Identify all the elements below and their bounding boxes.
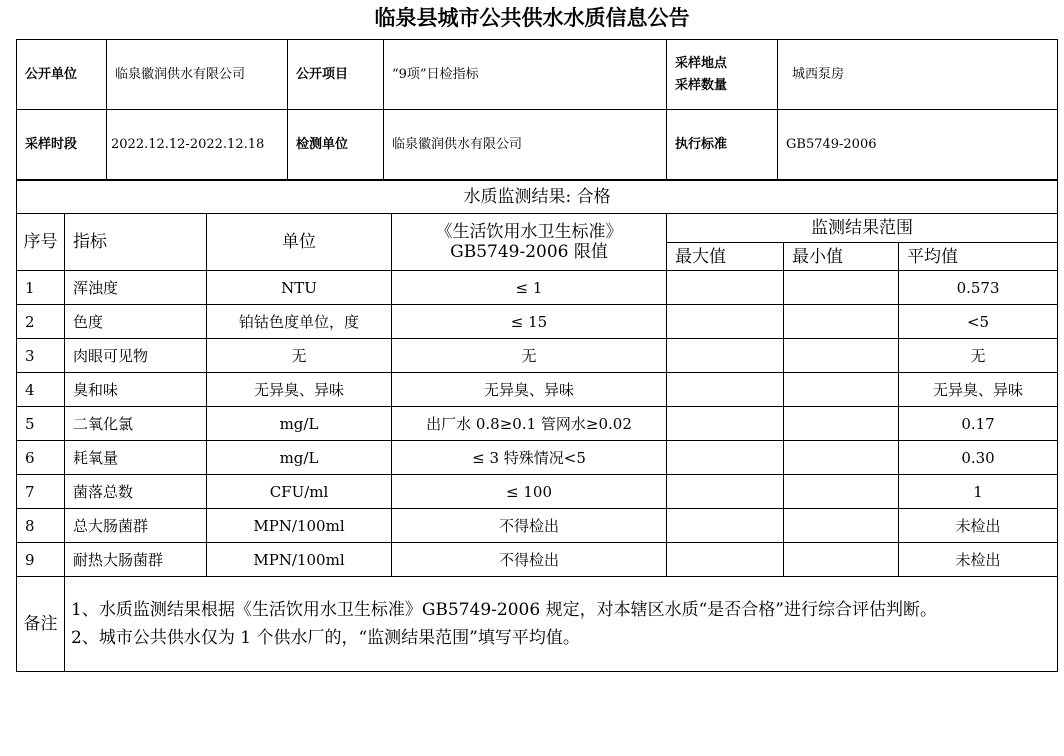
publisher-label: 公开单位 [17, 40, 107, 110]
row-avg: 无异臭、异味 [899, 373, 1058, 407]
row-max [667, 407, 784, 441]
row-unit: 铂钴色度单位，度 [207, 305, 392, 339]
row-unit: MPN/100ml [207, 543, 392, 577]
row-unit: 无 [207, 339, 392, 373]
row-unit: NTU [207, 271, 392, 305]
table-row [17, 271, 1058, 305]
notes-content [65, 577, 1058, 672]
row-unit: mg/L [207, 441, 392, 475]
row-max [667, 475, 784, 509]
max-header: 最大值 [667, 243, 784, 271]
info-table [16, 39, 1058, 180]
row-limit: 无异臭、异味 [392, 373, 667, 407]
row-unit: mg/L [207, 407, 392, 441]
site-label: 采样地点 [675, 55, 728, 71]
table-row [17, 407, 1058, 441]
row-seq: 4 [17, 373, 65, 407]
row-max [667, 271, 784, 305]
row-limit: 出厂水 0.8≥0.1 管网水≥0.02 [392, 407, 667, 441]
avg-header: 平均值 [899, 243, 1058, 271]
notes-row [17, 577, 1058, 672]
row-seq: 9 [17, 543, 65, 577]
row-seq: 3 [17, 339, 65, 373]
row-avg: <5 [899, 305, 1058, 339]
row-indicator: 耗氧量 [65, 441, 207, 475]
row-min [784, 407, 899, 441]
page-title: 临泉县城市公共供水水质信息公告 [374, 6, 690, 30]
row-limit: 无 [392, 339, 667, 373]
min-header: 最小值 [784, 243, 899, 271]
row-avg: 0.30 [899, 441, 1058, 475]
notes-label: 备注 [17, 577, 65, 672]
row-min [784, 509, 899, 543]
row-max [667, 543, 784, 577]
row-unit: MPN/100ml [207, 509, 392, 543]
row-indicator: 耐热大肠菌群 [65, 543, 207, 577]
row-indicator: 浑浊度 [65, 271, 207, 305]
row-seq: 8 [17, 509, 65, 543]
row-indicator: 色度 [65, 305, 207, 339]
period-label: 采样时段 [17, 110, 107, 180]
row-min [784, 305, 899, 339]
row-avg: 未检出 [899, 509, 1058, 543]
row-min [784, 271, 899, 305]
row-avg: 1 [899, 475, 1058, 509]
row-max [667, 305, 784, 339]
table-row [17, 475, 1058, 509]
row-max [667, 373, 784, 407]
table-row [17, 305, 1058, 339]
table-row [17, 441, 1058, 475]
limit-header-line2: GB5749-2006 限值 [450, 242, 608, 262]
row-seq: 1 [17, 271, 65, 305]
row-avg: 无 [899, 339, 1058, 373]
row-min [784, 475, 899, 509]
row-min [784, 373, 899, 407]
unit-header: 单位 [207, 214, 392, 271]
row-indicator: 菌落总数 [65, 475, 207, 509]
row-unit: 无异臭、异味 [207, 373, 392, 407]
limit-header-line1: 《生活饮用水卫生标准》 [435, 222, 623, 242]
row-max [667, 509, 784, 543]
row-limit: ≤ 3 特殊情况<5 [392, 441, 667, 475]
lab-value: 临泉徽润供水有限公司 [384, 110, 667, 180]
row-seq: 2 [17, 305, 65, 339]
row-avg: 0.573 [899, 271, 1058, 305]
row-avg: 0.17 [899, 407, 1058, 441]
row-max [667, 441, 784, 475]
row-unit: CFU/ml [207, 475, 392, 509]
result-banner: 水质监测结果: 合格 [17, 181, 1058, 214]
row-indicator: 总大肠菌群 [65, 509, 207, 543]
table-row [17, 373, 1058, 407]
row-limit: 不得检出 [392, 543, 667, 577]
table-row [17, 339, 1058, 373]
standard-value: GB5749-2006 [778, 110, 1058, 180]
row-limit: 不得检出 [392, 509, 667, 543]
row-min [784, 441, 899, 475]
quantity-label: 采样数量 [675, 77, 728, 93]
note-line-2: 2、城市公共供水仅为 1 个供水厂的，“监测结果范围”填写平均值。 [71, 628, 580, 648]
site-labels [667, 40, 778, 110]
row-indicator: 肉眼可见物 [65, 339, 207, 373]
table-row [17, 543, 1058, 577]
standard-label: 执行标准 [667, 110, 778, 180]
publisher-value: 临泉徽润供水有限公司 [107, 40, 288, 110]
row-limit: ≤ 15 [392, 305, 667, 339]
row-seq: 7 [17, 475, 65, 509]
lab-label: 检测单位 [288, 110, 384, 180]
note-line-1: 1、水质监测结果根据《生活饮用水卫生标准》GB5749-2006 规定，对本辖区水质“是否合格”进行综合评估判断。 [71, 600, 937, 620]
results-table [16, 180, 1058, 672]
row-avg: 未检出 [899, 543, 1058, 577]
row-min [784, 543, 899, 577]
limit-header [392, 214, 667, 271]
item-label: 公开项目 [288, 40, 384, 110]
seq-header: 序号 [17, 214, 65, 271]
row-min [784, 339, 899, 373]
period-value: 2022.12.12-2022.12.18 [107, 110, 288, 180]
indicator-header: 指标 [65, 214, 207, 271]
row-limit: ≤ 100 [392, 475, 667, 509]
site-value: 城西泵房 [778, 40, 1058, 110]
range-header: 监测结果范围 [667, 214, 1058, 243]
row-indicator: 二氧化氯 [65, 407, 207, 441]
row-limit: ≤ 1 [392, 271, 667, 305]
row-indicator: 臭和味 [65, 373, 207, 407]
row-seq: 5 [17, 407, 65, 441]
row-max [667, 339, 784, 373]
table-row [17, 509, 1058, 543]
item-value: “9项”日检指标 [384, 40, 667, 110]
row-seq: 6 [17, 441, 65, 475]
